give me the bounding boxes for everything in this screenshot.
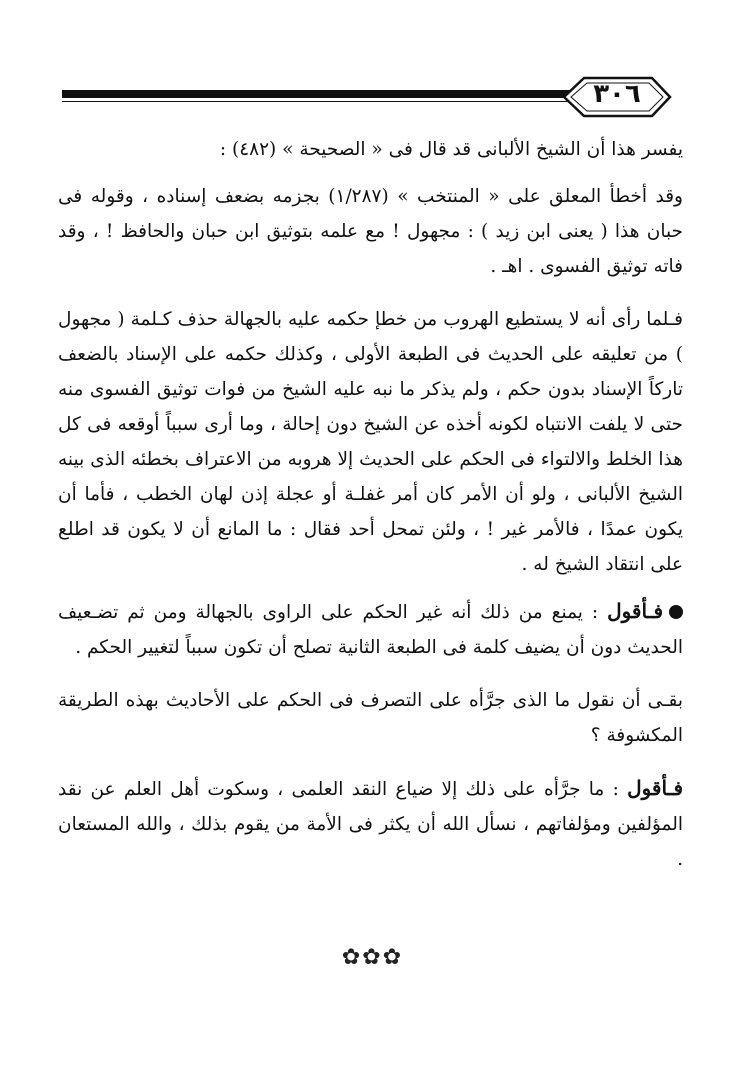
page-body xyxy=(58,132,683,877)
paragraph-3 xyxy=(58,302,683,582)
page-number: ٣٠٦ xyxy=(593,79,641,109)
paragraph-6 xyxy=(58,771,683,877)
paragraph-3-text: فـلما رأى أنه لا يستطيع الهروب من خطإ حكمه عليه بالجهالة حذف كـلمة ( مجهول ) من تعليقه على الحديث فى الطبعة الأولى ، وكذلك حكمه على الإسناد بالضعف تاركاً الإسناد بدون حكم ، ولم يذكر ما نبه عليه الشيخ من فوات توثيق الفسوى منه حتى لا يلفت الانتباه لكونه أخذه عن الشيخ دون إحالة ، وما أرى سبباً أوقعه فى كل هذا الخلط والالتواء فى الحكم على الحديث إلا هروبه من الاعتراف بخطئه الذى بينه الشيخ الألبانى ، ولو أن الأمر كان أمر غفلـة أو عجلة إذن لهان الخطب ، فأما أن يكون عمدًا ، فالأمر غير ! ، ولئن تمحل أحد فقال : ما المانع أن لا يكون قد اطلع على انتقاد الشيخ له . xyxy=(58,309,683,575)
paragraph-2 xyxy=(58,179,683,284)
page-header xyxy=(62,72,672,124)
paragraph-4 xyxy=(58,594,683,665)
paragraph-4-lead: فـأقول xyxy=(607,599,663,623)
paragraph-5 xyxy=(58,683,683,753)
ornament-icon: ✿✿✿ xyxy=(341,945,404,970)
paragraph-6-text: : ما جرَّأه على ذلك إلا ضياع النقد العلمى ، وسكوت أهل العلم عن نقد المؤلفين ومؤلفاتهم ، نسأل الله أن يكثر فى الأمة من يقوم بذلك ، والله المستعان . xyxy=(58,779,683,870)
paragraph-2-text: وقد أخطأ المعلق على « المنتخب » (١/٢٨٧) بجزمه بضعف إسناده ، وقوله فى حبان هذا ( يعنى ابن زيد ) : مجهول ! مع علمه بتوثيق ابن حبان والحافظ ! ، وقد فاته توثيق الفسوى . اهـ . xyxy=(58,186,683,277)
paragraph-4-text: : يمنع من ذلك أنه غير الحكم على الراوى بالجهالة ومن ثم تضـعيف الحديث دون أن يضيف كلمة فى الطبعة الثانية تصلح أن تكون سبباً لتغيير الحكم . xyxy=(58,602,683,658)
header-rule-thin xyxy=(62,101,572,102)
paragraph-5-text: بقـى أن نقول ما الذى جرَّأه على التصرف فى الحكم على الأحاديث بهذه الطريقة المكشوفة ؟ xyxy=(58,690,683,746)
paragraph-6-lead: فـأقول xyxy=(627,776,683,800)
header-rule xyxy=(62,90,572,98)
page-number-badge xyxy=(562,72,672,122)
paragraph-1 xyxy=(58,132,683,167)
paragraph-1-text: يفسر هذا أن الشيخ الألبانى قد قال فى « الصحيحة » (٤٨٢) : xyxy=(219,139,683,160)
bullet-icon xyxy=(669,605,683,619)
